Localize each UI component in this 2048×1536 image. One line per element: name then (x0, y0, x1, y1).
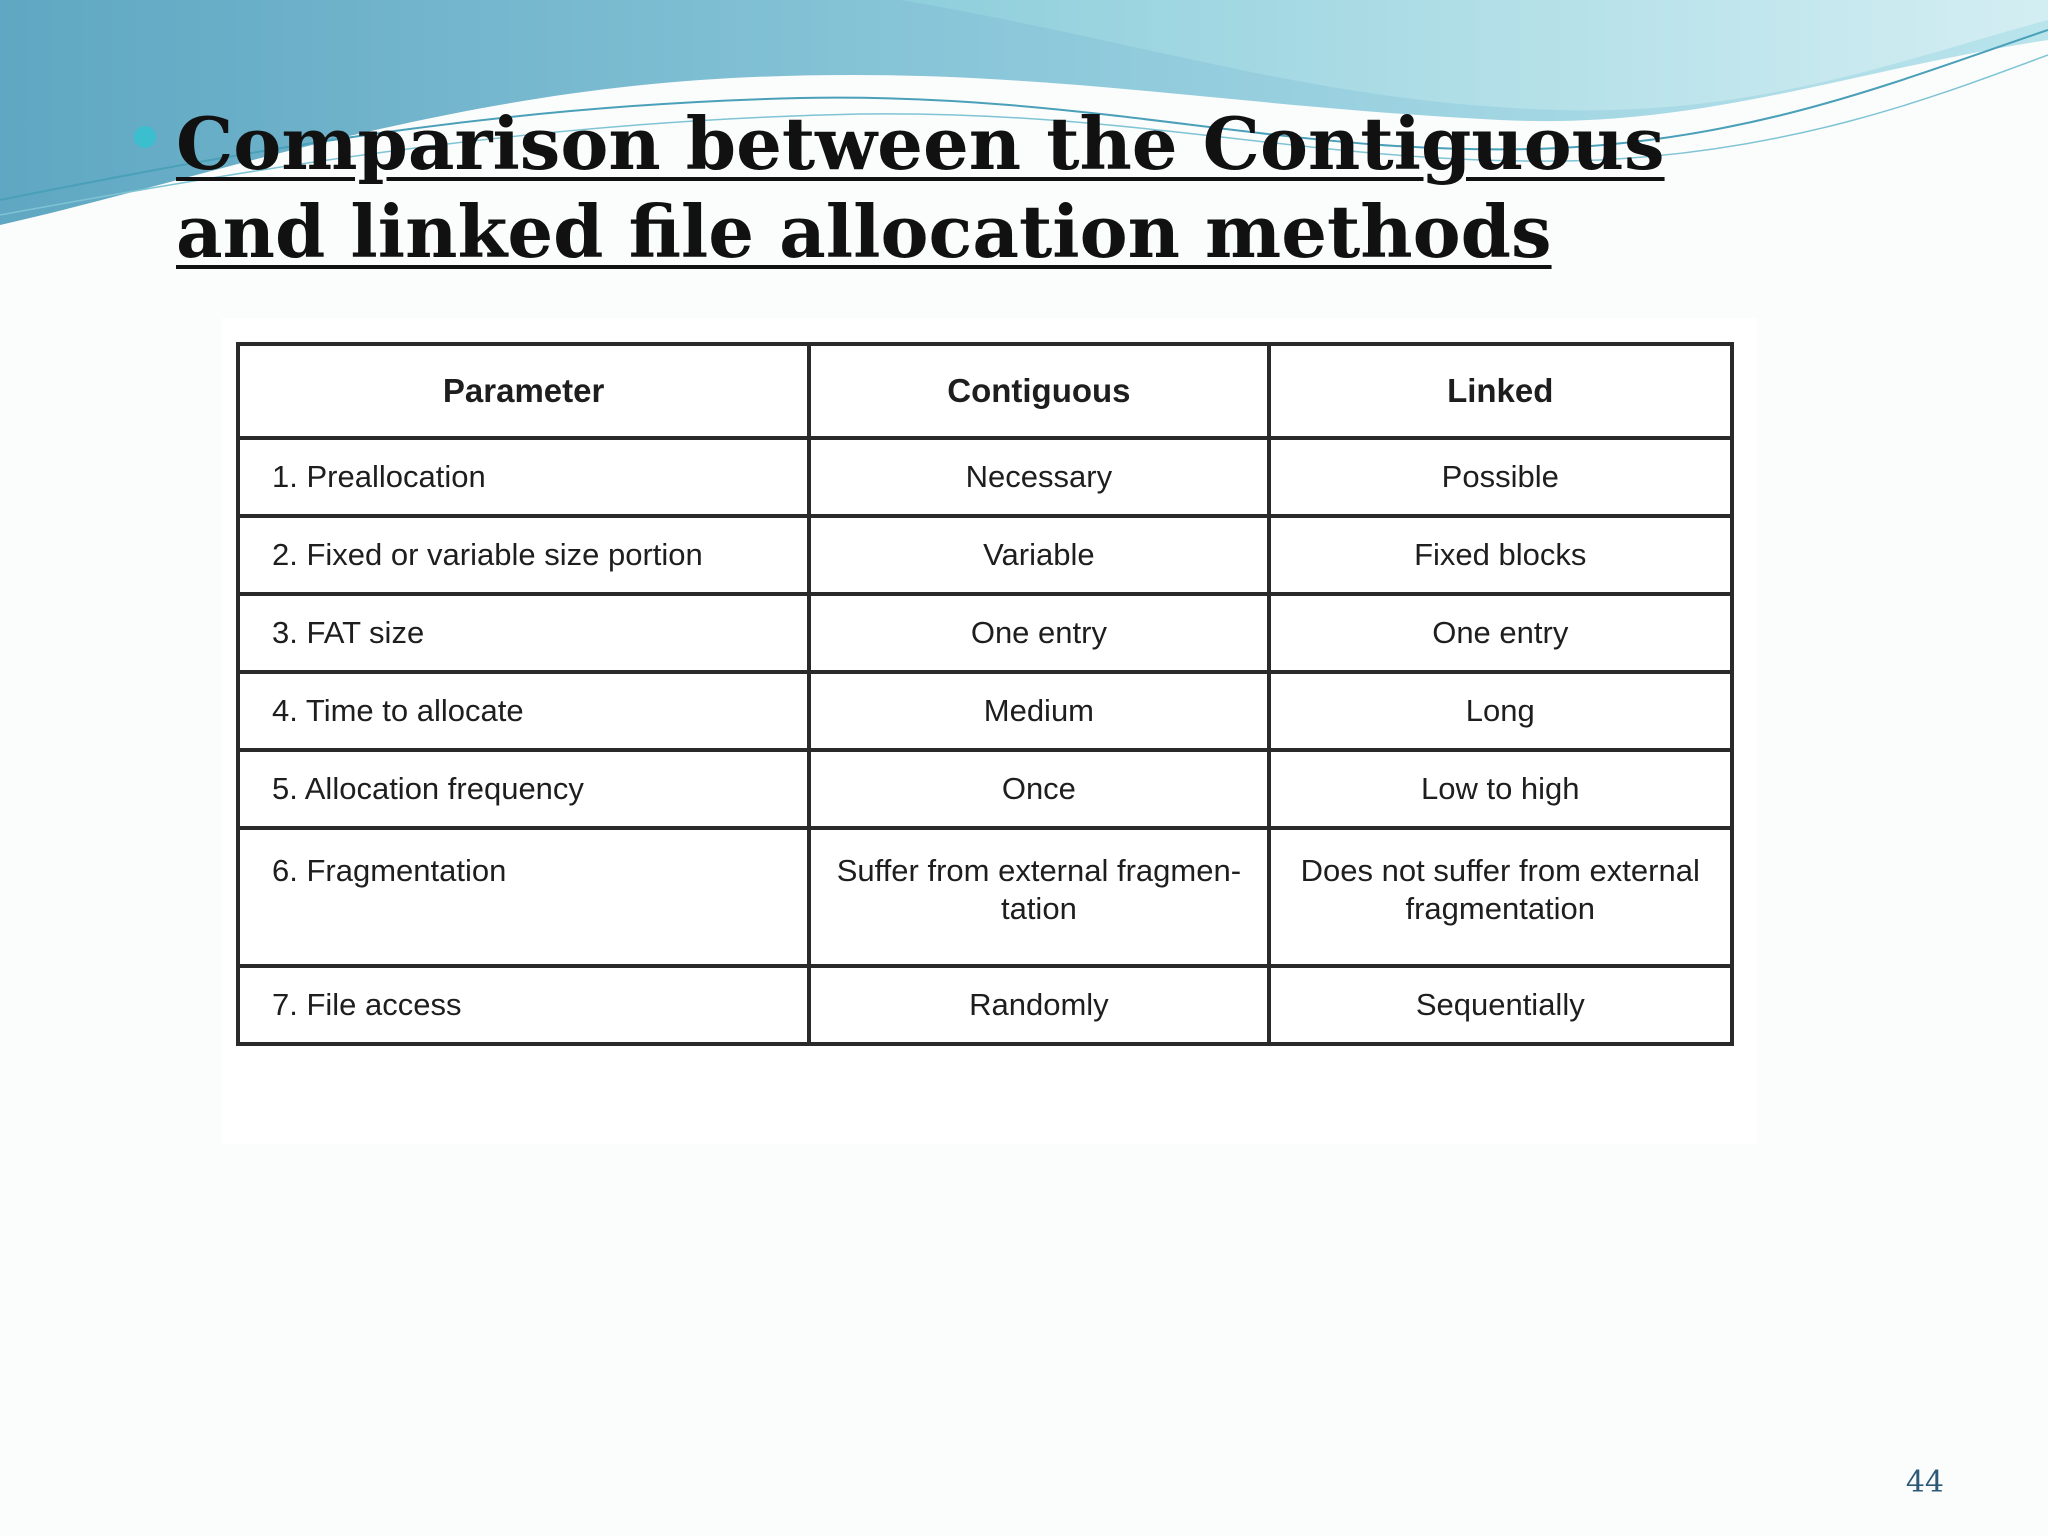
cell-contiguous: Once (809, 750, 1268, 828)
cell-parameter: 3. FAT size (238, 594, 809, 672)
table-row (238, 438, 1732, 516)
table-row (238, 750, 1732, 828)
cell-parameter: 2. Fixed or variable size portion (238, 516, 809, 594)
slide-title: Comparison between the Contiguous and linked file allocation methods (176, 101, 1665, 274)
bullet-icon (134, 126, 156, 148)
header-linked: Linked (1269, 344, 1732, 438)
title-block (134, 100, 1754, 276)
table-row (238, 672, 1732, 750)
comparison-table-image (222, 318, 1758, 1144)
comparison-table (236, 342, 1734, 1046)
table-row (238, 594, 1732, 672)
cell-linked: One entry (1269, 594, 1732, 672)
cell-contiguous: One entry (809, 594, 1268, 672)
header-parameter: Parameter (238, 344, 809, 438)
table-row (238, 828, 1732, 966)
cell-contiguous: Variable (809, 516, 1268, 594)
cell-contiguous: Medium (809, 672, 1268, 750)
cell-parameter: 7. File access (238, 966, 809, 1044)
cell-parameter: 4. Time to allocate (238, 672, 809, 750)
cell-parameter: 6. Fragmentation (238, 828, 809, 966)
cell-linked: Fixed blocks (1269, 516, 1732, 594)
page-number: 44 (1905, 1465, 1944, 1500)
cell-linked: Low to high (1269, 750, 1732, 828)
cell-linked: Does not suffer from external fragmentation (1269, 828, 1732, 966)
cell-contiguous: Randomly (809, 966, 1268, 1044)
cell-parameter: 1. Preallocation (238, 438, 809, 516)
cell-contiguous: Suffer from external fragmen- tation (809, 828, 1268, 966)
table-row (238, 966, 1732, 1044)
cell-linked: Sequentially (1269, 966, 1732, 1044)
cell-linked: Possible (1269, 438, 1732, 516)
header-contiguous: Contiguous (809, 344, 1268, 438)
table-header-row (238, 344, 1732, 438)
cell-linked: Long (1269, 672, 1732, 750)
table-row (238, 516, 1732, 594)
cell-contiguous: Necessary (809, 438, 1268, 516)
cell-parameter: 5. Allocation frequency (238, 750, 809, 828)
